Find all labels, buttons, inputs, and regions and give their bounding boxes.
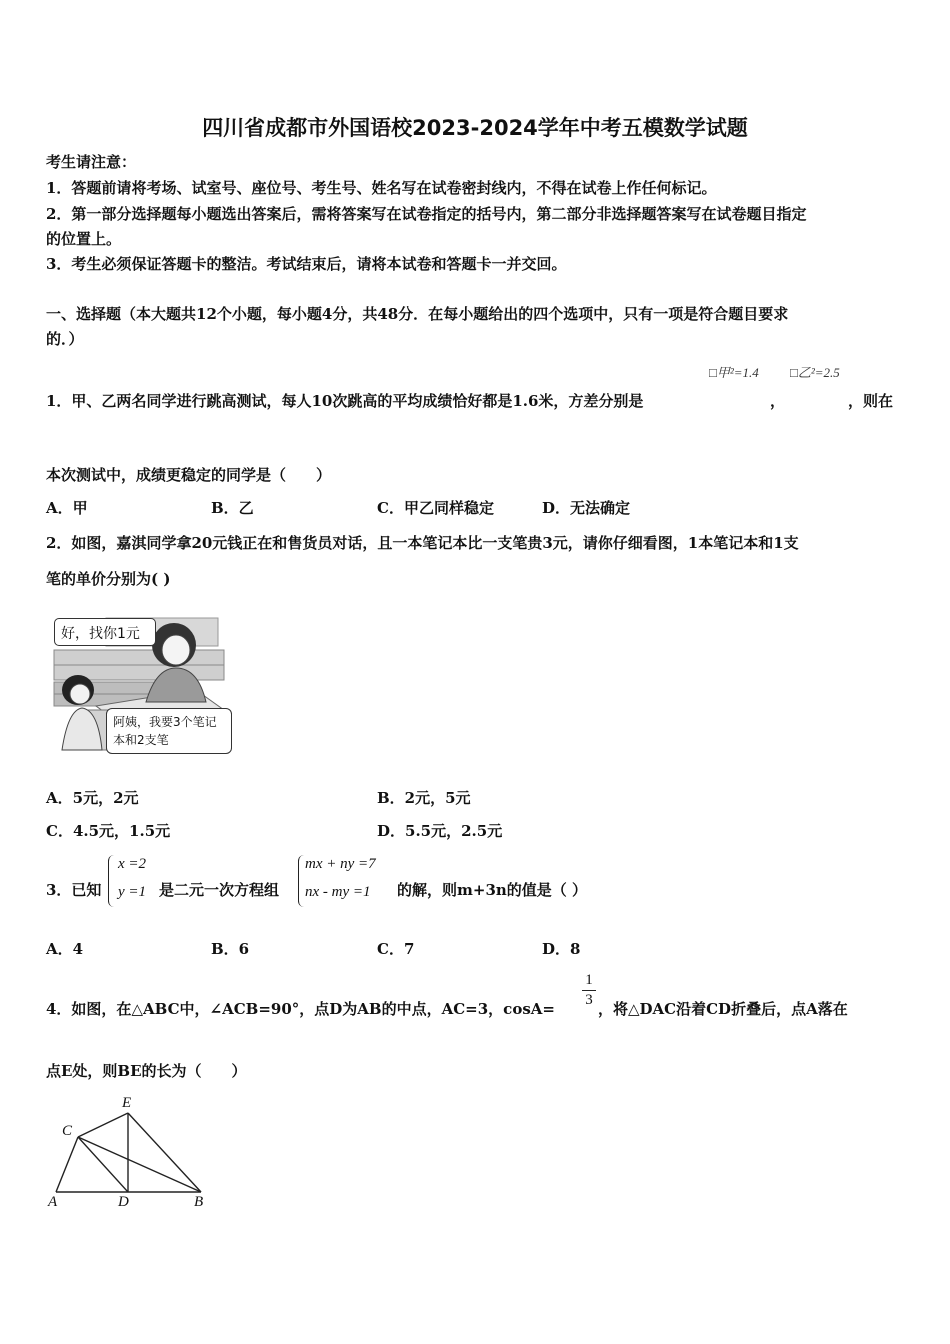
shop-illustration [46,610,242,768]
point-label-c: C [62,1123,73,1139]
triangle-figure [46,1095,216,1215]
fraction-bar [582,990,596,991]
q2-option-d: D．5.5元，2.5元 [377,822,503,840]
q3-suffix: 的解，则m+3n的值是（ ） [397,881,588,899]
q1-option-b: B．乙 [211,499,254,517]
point-label-e: E [122,1095,132,1111]
speech-text: 阿姨，我要3个笔记 [113,715,217,729]
q3-prefix: 3．已知 [46,881,102,899]
section-heading-cont: 的．） [46,330,84,348]
equation: x =2 [118,856,147,872]
q2-text: 2．如图，嘉淇同学拿20元钱正在和售货员对话，且一本笔记本比一支笔贵3元，请你仔细看图，1本笔记本和1支 [46,534,799,552]
notice-item: 1．答题前请将考场、试室号、座位号、考生号、姓名写在试卷密封线内，不得在试卷上作任何标记。 [46,179,717,197]
speech-bubble-girl [106,708,232,754]
q1-text-cont: 本次测试中，成绩更稳定的同学是（ ） [46,466,332,484]
q3-option-d: D．8 [542,940,581,958]
speech-text: 本和2支笔 [113,733,169,747]
section-heading: 一、选择题（本大题共12个小题，每小题4分，共48分．在每小题给出的四个选项中，只有一项是符合题目要求 [46,305,789,323]
q4-text-line2: 点E处，则BE的长为（ ） [46,1062,247,1080]
q2-option-c: C．4.5元，1.5元 [46,822,171,840]
q3-mid: 是二元一次方程组 [159,881,280,899]
q2-option-a: A．5元，2元 [46,789,139,807]
point-label-d: D [118,1194,129,1210]
equation: y =1 [118,884,147,900]
q3-option-a: A．4 [46,940,84,958]
q1-option-d: D．无法确定 [542,499,631,517]
speech-bubble-clerk [54,618,156,646]
variance-jia: □甲²=1.4 [709,365,759,380]
q1-comma: ， [770,392,786,410]
fraction-denominator: 3 [585,992,593,1008]
fraction-numerator: 1 [585,972,593,988]
q3-option-b: B．6 [211,940,250,958]
q2-option-b: B．2元，5元 [377,789,471,807]
q1-text: 1．甲、乙两名同学进行跳高测试，每人10次跳高的平均成绩恰好都是1.6米，方差分别是 [46,392,644,410]
speech-text: 好，找你1元 [61,626,140,642]
q1-option-a: A．甲 [46,499,88,517]
q3-option-c: C．7 [377,940,415,958]
variance-yi: □乙²=2.5 [790,365,840,380]
notice-item: 3．考生必须保证答题卡的整洁。考试结束后，请将本试卷和答题卡一并交回。 [46,255,567,273]
notice-heading: 考生请注意： [46,153,137,171]
point-label-a: A [48,1194,58,1210]
fraction-one-third [582,972,596,1009]
q1-then: ，则在 [848,392,894,410]
brace [298,855,305,907]
equation: mx + ny =7 [305,856,376,872]
q4-text-cont: ，将△DAC沿着CD折叠后，点A落在 [598,1000,848,1018]
brace [108,855,115,907]
page-title: 四川省成都市外国语校2023-2024学年中考五模数学试题 [202,116,748,140]
notice-item: 2．第一部分选择题每小题选出答案后，需将答案写在试卷指定的括号内，第二部分非选择题答案写在试卷题目指定 [46,205,807,223]
q2-text-cont: 笔的单价分别为( ) [46,570,171,588]
q1-option-c: C．甲乙同样稳定 [377,499,494,517]
point-label-b: B [194,1194,204,1210]
q4-text: 4．如图，在△ABC中，∠ACB=90°，点D为AB的中点，AC=3，cosA= [46,1000,555,1018]
equation: nx - my =1 [305,884,371,900]
notice-item: 的位置上。 [46,230,122,248]
